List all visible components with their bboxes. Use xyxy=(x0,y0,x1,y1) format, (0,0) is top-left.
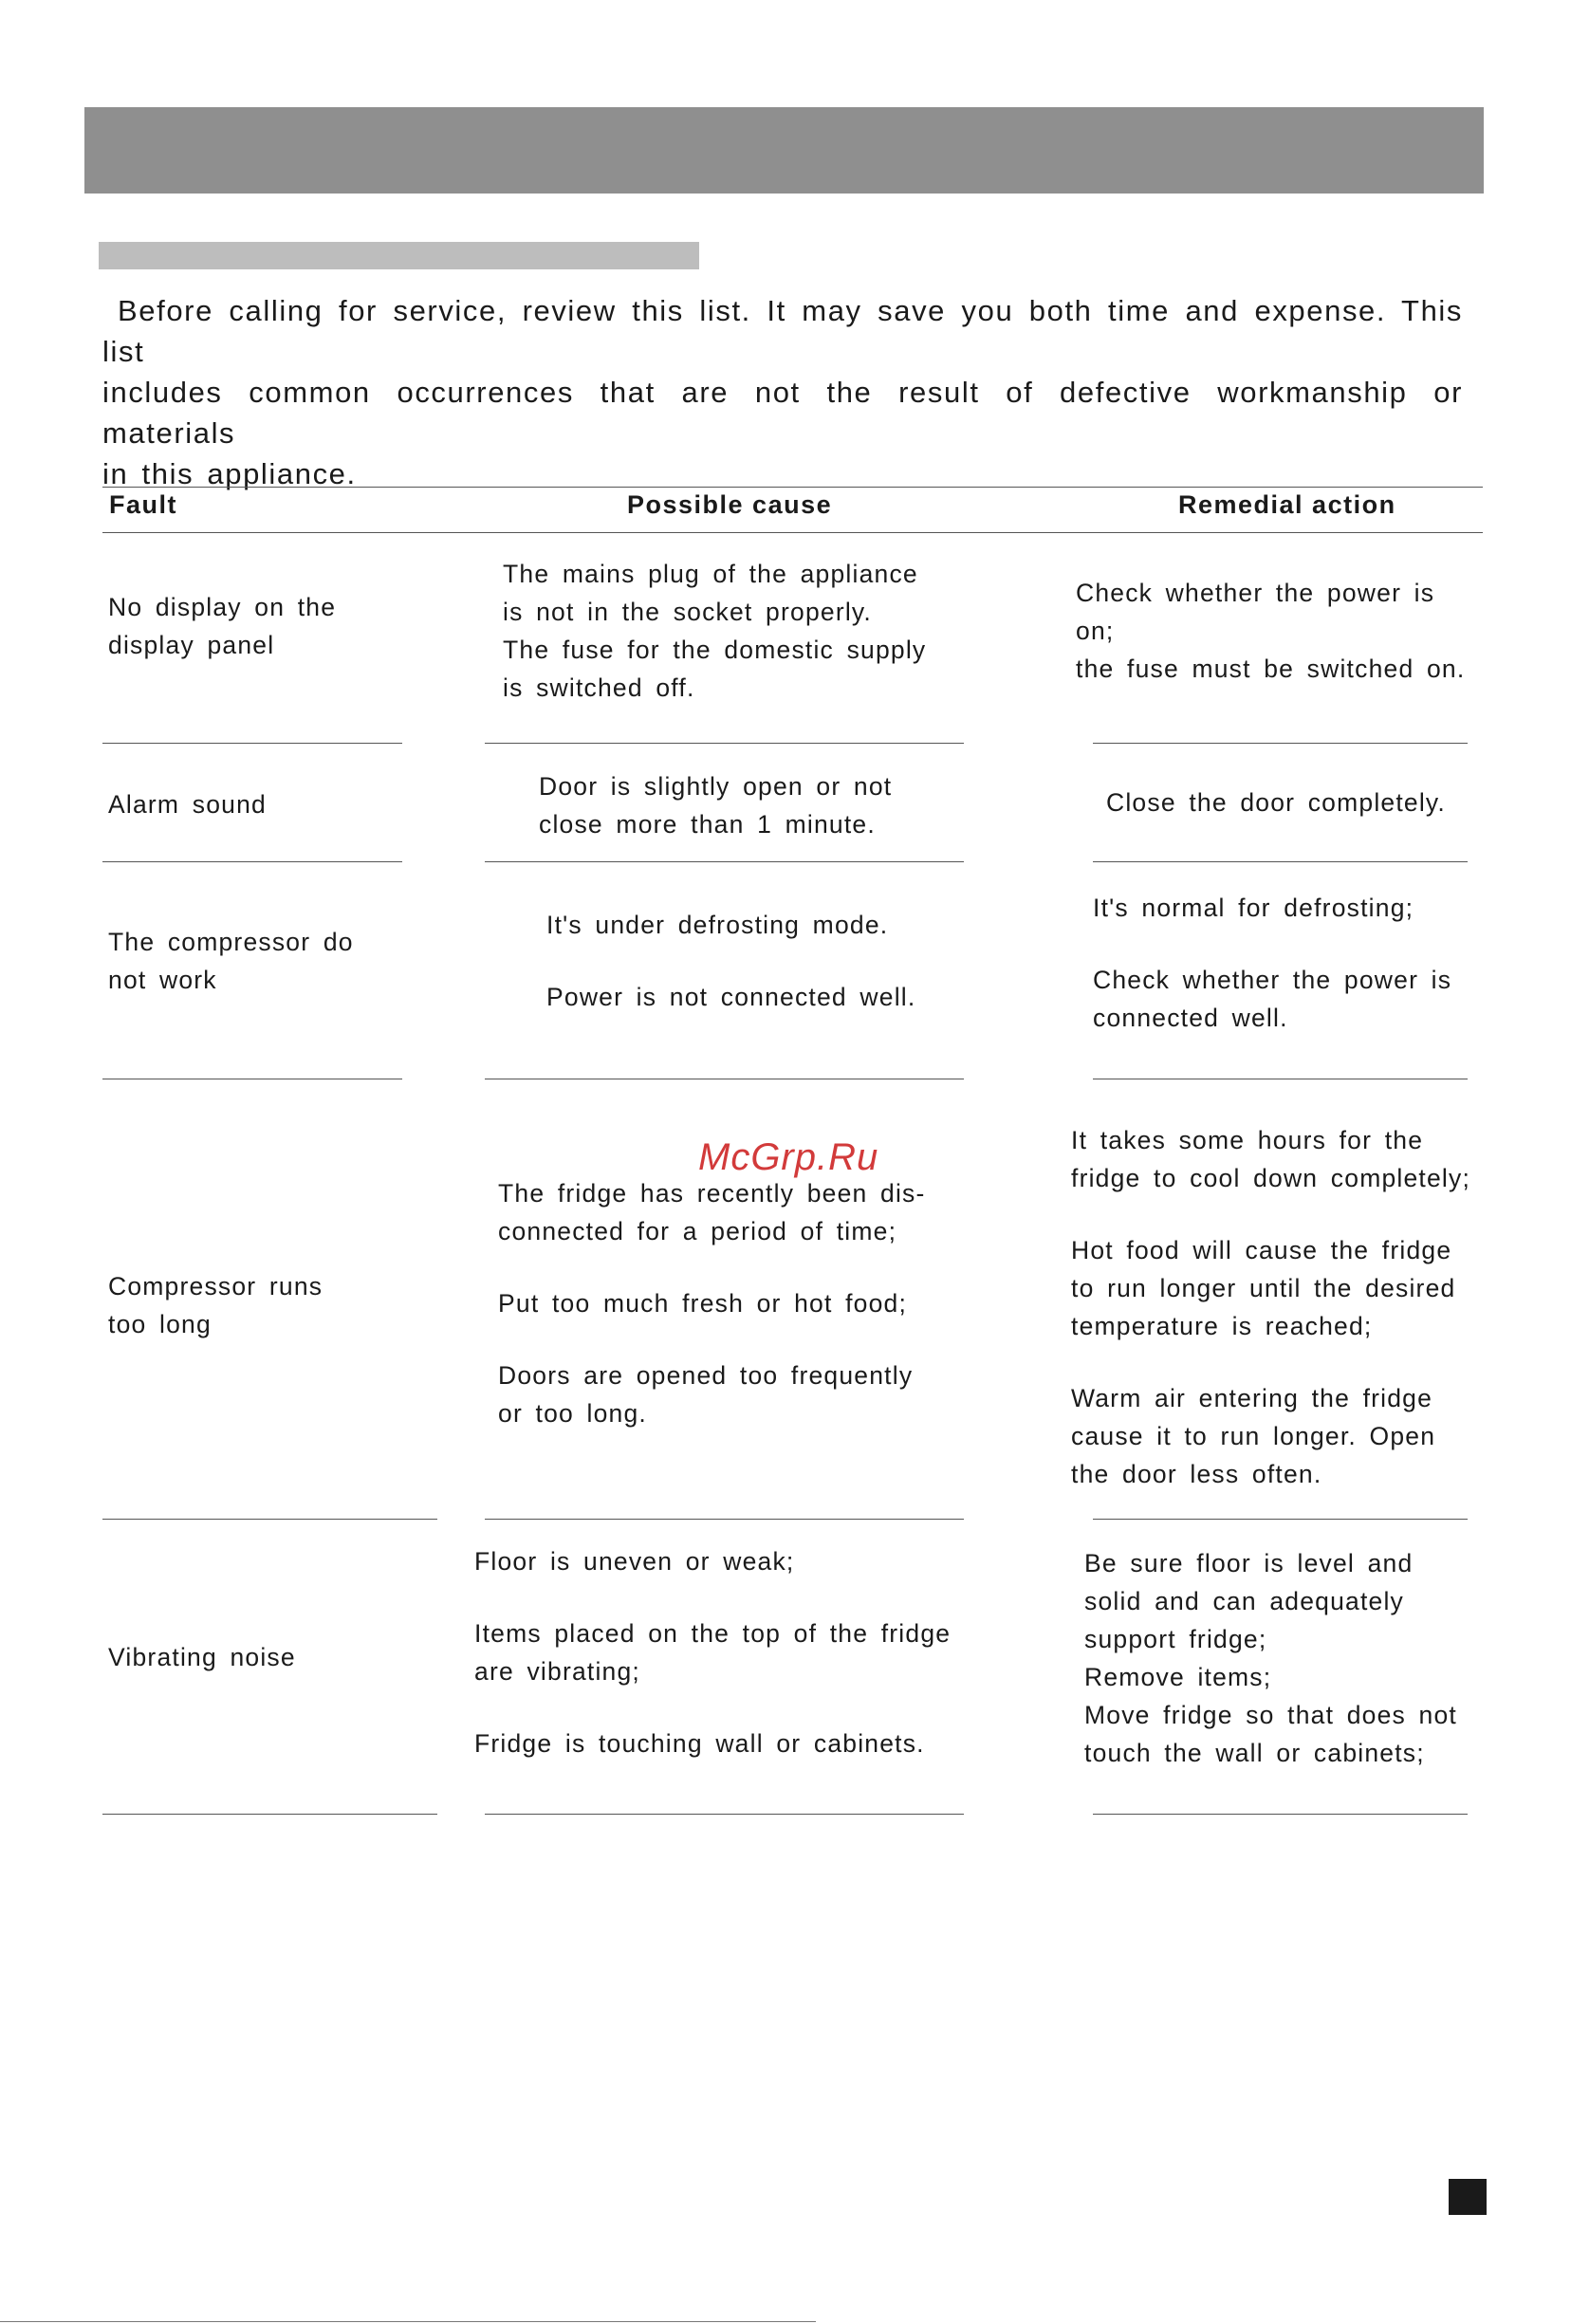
action-text: to run longer until the desired xyxy=(1071,1274,1456,1302)
fault-text: Compressor runs xyxy=(108,1272,323,1300)
row-divider xyxy=(1093,1814,1468,1815)
cause-text: It's under defrosting mode. xyxy=(546,911,889,939)
fault-text: Alarm sound xyxy=(108,790,267,819)
row-divider xyxy=(485,1519,964,1520)
action-text: Hot food will cause the fridge xyxy=(1071,1236,1452,1264)
cause-text: connected for a period of time; xyxy=(498,1217,897,1245)
cause-text: The mains plug of the appliance xyxy=(503,560,918,588)
action-cell xyxy=(1071,1121,1470,1493)
action-text: Be sure floor is level and xyxy=(1084,1549,1414,1577)
fault-text: Vibrating noise xyxy=(108,1643,296,1671)
row-divider xyxy=(102,1814,437,1815)
row-divider xyxy=(1093,1519,1468,1520)
action-text: the door less often. xyxy=(1071,1460,1322,1488)
action-text: on; xyxy=(1076,617,1115,645)
row-divider xyxy=(102,743,402,744)
fault-cell xyxy=(108,1638,296,1676)
action-text: temperature is reached; xyxy=(1071,1312,1373,1340)
table-header-rule xyxy=(102,532,1483,533)
cause-cell xyxy=(474,1542,951,1762)
intro-line: includes common occurrences that are not the result of defective workmanship or materials xyxy=(102,376,1463,450)
fault-text: not work xyxy=(108,966,217,994)
action-cell xyxy=(1084,1544,1457,1772)
header-remedial-action: Remedial action xyxy=(1178,490,1396,519)
fault-text: display panel xyxy=(108,631,275,659)
fault-text: The compressor do xyxy=(108,928,354,956)
fault-cell xyxy=(108,1267,323,1343)
page-marker xyxy=(1449,2179,1487,2215)
section-title-bar xyxy=(99,242,699,269)
action-text: the fuse must be switched on. xyxy=(1076,655,1466,683)
row-divider xyxy=(1093,861,1468,862)
cause-text: is switched off. xyxy=(503,673,695,702)
row-divider xyxy=(485,861,964,862)
action-cell xyxy=(1106,784,1446,821)
cause-text: is not in the socket properly. xyxy=(503,598,872,626)
row-divider xyxy=(102,861,402,862)
action-text: Move fridge so that does not xyxy=(1084,1701,1457,1729)
cause-text: Floor is uneven or weak; xyxy=(474,1547,795,1576)
fault-cell xyxy=(108,923,354,999)
header-possible-cause: Possible cause xyxy=(627,490,833,519)
action-text: Check whether the power is xyxy=(1076,579,1435,607)
action-text: connected well. xyxy=(1093,1004,1288,1032)
table-top-rule xyxy=(102,487,1483,488)
action-text: Remove items; xyxy=(1084,1663,1272,1691)
cause-cell xyxy=(546,906,915,1016)
cause-text: The fuse for the domestic supply xyxy=(503,636,927,664)
fault-cell xyxy=(108,785,267,823)
action-text: touch the wall or cabinets; xyxy=(1084,1739,1425,1767)
action-text: Close the door completely. xyxy=(1106,788,1446,817)
action-text: It's normal for defrosting; xyxy=(1093,894,1414,922)
row-divider xyxy=(485,1814,964,1815)
fault-cell xyxy=(108,588,336,664)
action-text: Check whether the power is xyxy=(1093,966,1452,994)
cause-text: close more than 1 minute. xyxy=(539,810,876,839)
row-divider xyxy=(485,743,964,744)
cause-text: Put too much fresh or hot food; xyxy=(498,1289,908,1318)
cause-cell xyxy=(503,555,926,707)
cause-text: Doors are opened too frequently xyxy=(498,1361,914,1390)
cause-text: Power is not connected well. xyxy=(546,983,916,1011)
header-fault: Fault xyxy=(109,490,177,519)
intro-line: in this appliance. xyxy=(102,457,357,490)
cause-cell xyxy=(539,767,892,843)
action-text: cause it to run longer. Open xyxy=(1071,1422,1436,1450)
action-text: support fridge; xyxy=(1084,1625,1267,1653)
action-text: fridge to cool down completely; xyxy=(1071,1164,1471,1192)
action-cell xyxy=(1093,889,1451,1037)
fault-text: No display on the xyxy=(108,593,337,621)
cause-text: Fridge is touching wall or cabinets. xyxy=(474,1729,925,1758)
action-text: solid and can adequately xyxy=(1084,1587,1404,1615)
header-bar xyxy=(84,107,1484,194)
action-cell xyxy=(1076,574,1465,688)
cause-cell xyxy=(498,1174,926,1432)
intro-line: Before calling for service, review this list. It may save you both time and expense. This list xyxy=(102,294,1463,368)
row-divider xyxy=(102,1519,437,1520)
cause-text: The fridge has recently been dis- xyxy=(498,1179,926,1208)
cause-text: or too long. xyxy=(498,1399,647,1428)
bottom-rule xyxy=(0,2321,816,2322)
cause-text: Items placed on the top of the fridge xyxy=(474,1619,952,1648)
watermark: McGrp.Ru xyxy=(698,1136,879,1178)
action-text: It takes some hours for the xyxy=(1071,1126,1424,1154)
cause-text: are vibrating; xyxy=(474,1657,640,1686)
action-text: Warm air entering the fridge xyxy=(1071,1384,1433,1412)
fault-text: too long xyxy=(108,1310,212,1338)
cause-text: Door is slightly open or not xyxy=(539,772,893,801)
intro-paragraph xyxy=(102,290,1463,494)
row-divider xyxy=(1093,743,1468,744)
